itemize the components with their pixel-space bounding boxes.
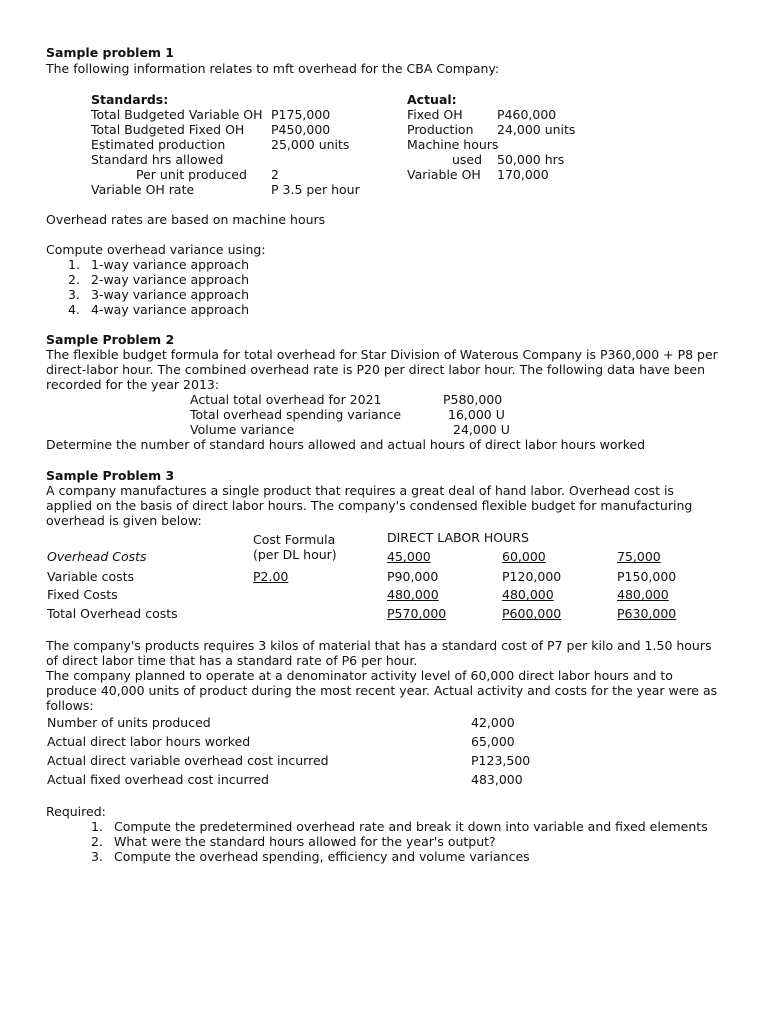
p2-title: Sample Problem 2 bbox=[46, 332, 175, 347]
list-number: 2. bbox=[91, 834, 103, 849]
std-value: P450,000 bbox=[271, 122, 331, 137]
p2-row-value: 24,000 U bbox=[453, 422, 510, 437]
p2-row-label: Total overhead spending variance bbox=[190, 407, 402, 422]
actual-value: 483,000 bbox=[471, 772, 523, 787]
p3-title: Sample Problem 3 bbox=[46, 468, 175, 483]
p1-compute: Compute overhead variance using: bbox=[46, 242, 266, 257]
table-cell: 480,000 bbox=[502, 587, 554, 602]
std-value: P 3.5 per hour bbox=[271, 182, 360, 197]
act-label: Production bbox=[407, 122, 474, 137]
p2-line: The flexible budget formula for total overhead for Star Division of Waterous Company is P360,000 + P8 per bbox=[46, 347, 718, 362]
p1-standards-heading: Standards: bbox=[91, 92, 169, 107]
list-number: 3. bbox=[68, 287, 80, 302]
p3-line: overhead is given below: bbox=[46, 513, 202, 528]
table-cell: P600,000 bbox=[502, 606, 562, 621]
overhead-costs-header: Overhead Costs bbox=[47, 549, 147, 564]
table-cell: 480,000 bbox=[617, 587, 669, 602]
p3-para: of direct labor time that has a standard rate of P6 per hour. bbox=[46, 653, 418, 668]
list-number: 3. bbox=[91, 849, 103, 864]
actual-label: Actual direct variable overhead cost incurred bbox=[47, 753, 329, 768]
actual-label: Actual fixed overhead cost incurred bbox=[47, 772, 269, 787]
required-heading: Required: bbox=[46, 804, 106, 819]
p3-para: follows: bbox=[46, 698, 94, 713]
act-value: 50,000 hrs bbox=[497, 152, 565, 167]
list-number: 4. bbox=[68, 302, 80, 317]
actual-value: 65,000 bbox=[471, 734, 515, 749]
std-value: 2 bbox=[271, 167, 279, 182]
cost-formula-header: Cost Formula bbox=[253, 532, 336, 547]
table-cell: P150,000 bbox=[617, 569, 677, 584]
table-cell: P630,000 bbox=[617, 606, 677, 621]
p1-actual-heading: Actual: bbox=[407, 92, 457, 107]
list-item: Compute the predetermined overhead rate and break it down into variable and fixed elements bbox=[114, 819, 708, 834]
list-item: What were the standard hours allowed for the year's output? bbox=[114, 834, 496, 849]
p2-line: recorded for the year 2013: bbox=[46, 377, 220, 392]
list-number: 2. bbox=[68, 272, 80, 287]
p1-intro: The following information relates to mft overhead for the CBA Company: bbox=[46, 61, 500, 76]
std-label: Standard hrs allowed bbox=[91, 152, 224, 167]
act-label: Machine hours bbox=[407, 137, 499, 152]
list-item: 2-way variance approach bbox=[91, 272, 250, 287]
hours-header: 45,000 bbox=[387, 549, 431, 564]
per-dl-header: (per DL hour) bbox=[253, 547, 337, 562]
list-item: 3-way variance approach bbox=[91, 287, 250, 302]
hours-header: 60,000 bbox=[502, 549, 546, 564]
p3-para: The company's products requires 3 kilos of material that has a standard cost of P7 per kilo and 1.50 hours bbox=[46, 638, 712, 653]
p2-row-label: Volume variance bbox=[190, 422, 295, 437]
act-value: 24,000 units bbox=[497, 122, 576, 137]
actual-label: Actual direct labor hours worked bbox=[47, 734, 251, 749]
std-value: 25,000 units bbox=[271, 137, 350, 152]
p3-line: A company manufactures a single product that requires a great deal of hand labor. Overhead cost is bbox=[46, 483, 674, 498]
p1-title: Sample problem 1 bbox=[46, 45, 175, 60]
std-value: P175,000 bbox=[271, 107, 331, 122]
list-number: 1. bbox=[91, 819, 103, 834]
std-label: Total Budgeted Fixed OH bbox=[91, 122, 245, 137]
table-cell: P120,000 bbox=[502, 569, 562, 584]
p3-para: produce 40,000 units of product during the most recent year. Actual activity and costs for the year were as bbox=[46, 683, 718, 698]
table-cell: P90,000 bbox=[387, 569, 439, 584]
std-label: Variable OH rate bbox=[91, 182, 195, 197]
p2-row-value: P580,000 bbox=[443, 392, 503, 407]
act-label: Variable OH bbox=[407, 167, 481, 182]
actual-label: Number of units produced bbox=[47, 715, 211, 730]
act-label: used bbox=[452, 152, 483, 167]
table-row-label: Fixed Costs bbox=[47, 587, 118, 602]
p2-row-label: Actual total overhead for 2021 bbox=[190, 392, 382, 407]
dlh-header: DIRECT LABOR HOURS bbox=[387, 530, 529, 545]
std-label: Estimated production bbox=[91, 137, 226, 152]
act-label: Fixed OH bbox=[407, 107, 463, 122]
list-number: 1. bbox=[68, 257, 80, 272]
actual-value: 42,000 bbox=[471, 715, 515, 730]
list-item: 4-way variance approach bbox=[91, 302, 250, 317]
table-row-label: Total Overhead costs bbox=[47, 606, 178, 621]
hours-header: 75,000 bbox=[617, 549, 661, 564]
p2-determine: Determine the number of standard hours allowed and actual hours of direct labor hours worked bbox=[46, 437, 646, 452]
act-value: P460,000 bbox=[497, 107, 557, 122]
p2-row-value: 16,000 U bbox=[448, 407, 505, 422]
table-cell: 480,000 bbox=[387, 587, 439, 602]
act-value: 170,000 bbox=[497, 167, 549, 182]
table-cell: P2.00 bbox=[253, 569, 289, 584]
table-row-label: Variable costs bbox=[47, 569, 135, 584]
std-label: Per unit produced bbox=[136, 167, 247, 182]
list-item: 1-way variance approach bbox=[91, 257, 250, 272]
p3-para: The company planned to operate at a denominator activity level of 60,000 direct labor hours and to bbox=[46, 668, 673, 683]
std-label: Total Budgeted Variable OH bbox=[91, 107, 263, 122]
actual-value: P123,500 bbox=[471, 753, 531, 768]
list-item: Compute the overhead spending, efficiency and volume variances bbox=[114, 849, 530, 864]
table-cell: P570,000 bbox=[387, 606, 447, 621]
p3-line: applied on the basis of direct labor hours. The company's condensed flexible budget for manufacturing bbox=[46, 498, 693, 513]
p2-line: direct-labor hour. The combined overhead rate is P20 per direct labor hour. The following data have been bbox=[46, 362, 706, 377]
p1-note: Overhead rates are based on machine hours bbox=[46, 212, 326, 227]
